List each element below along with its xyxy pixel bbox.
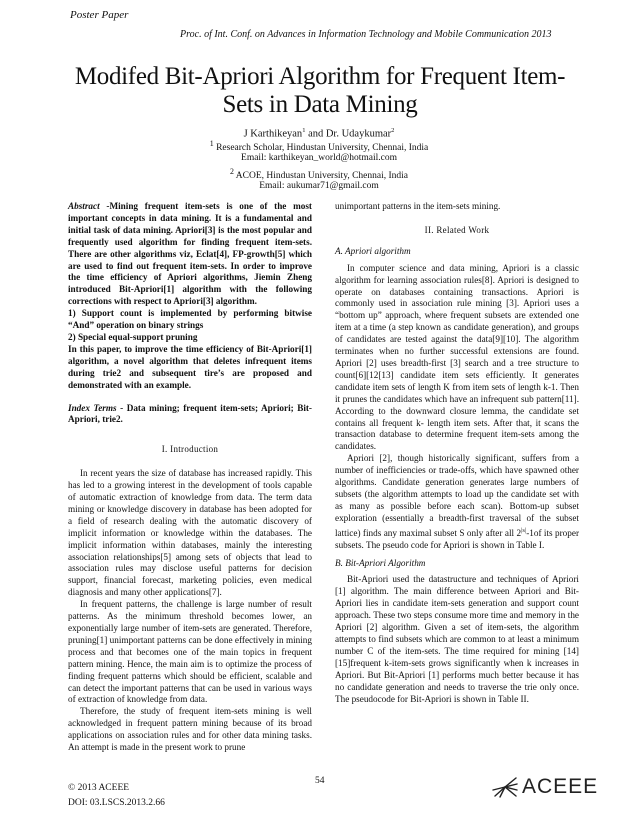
abstract-label: Abstract <box>68 201 100 211</box>
superscript-s: |s| <box>521 526 527 534</box>
author-1-sup: 1 <box>302 127 306 134</box>
affiliation-1-email <box>0 151 638 165</box>
apriori-paragraph-1: In computer science and data mining, Apriori is a classic algorithm for learning association rules[8]. Apriori is designed to operate on databases containing transactions. Apriori is commonly used in association rule mining [3]. Apriori uses a “bottom up” approach, where frequent subsets are extended one item at a time (a step known as candidate generation), and groups of candidates are tested against the data[9][10]. The algorithm terminates when no further successful extensions are found. Apriori [2] uses breadth-first [3] search and a tree structure to count[6][12[13] candidate item sets efficiently. It generates candidate item sets of length K from item sets of length k-1. Then it prunes the candidates which have an infrequent sub pattern[11]. According to the downward closure lemma, the candidate set contains all frequent k- length item sets. After that, it scans the transaction database to determine frequent item-sets among the candidates. <box>335 262 579 452</box>
section-heading-introduction: I. Introduction <box>161 444 219 455</box>
logo-text: ACEEE <box>522 775 599 798</box>
abstract-text: -Mining frequent item-sets is one of the most important concepts in data mining. It is a fundamental and initial task of data mining. Apriori[3] is the most popular and frequently used algorithm for finding frequent item-sets. There are other algorithms viz, Eclat[4], FP-growth[5] which are used to find out frequent item-sets. In order to improve the time efficiency of Apriori algorithms, Jiemin Zheng introduced Bit-Apriori[1] algorithm with the following corrections with respect to Apriori[3] algorithm. <box>68 201 312 307</box>
paper-title <box>40 63 600 119</box>
continued-text: unimportant patterns in the item-sets mining. <box>335 201 501 211</box>
apriori-p2-text: Apriori [2], though historically significant, suffers from a number of inefficiencies or trade-offs, which have spawned other algorithms. Candidate generation generates large numbers of subsets (the algorithm attempts to load up the candidate set with as many as possible before each scan). Bottom-up subset exploration (essentially a breadth-first traversal of the subset lattice) finds any maximal subset S only after all 2 <box>335 453 579 538</box>
apriori-paragraph-2 <box>335 453 579 551</box>
abstract-closing: In this paper, to improve the time efficiency of Bit-Apriori[1] algorithm, a novel algorithm that deletes infrequent items during trie2 and subsequent tire’s are proposed and demonstrated with an example. <box>68 343 312 390</box>
copyright: © 2013 ACEEE <box>68 783 130 793</box>
apriori-p2-end: -1of its proper subsets. The pseudo code for Apriori is shown in Table I. <box>335 527 580 550</box>
abstract-point-2: 2) Special equal-support pruning <box>68 331 198 342</box>
starburst-logo-icon <box>492 776 518 798</box>
keywords-label: Index Terms <box>68 402 117 413</box>
author-2-sup: 2 <box>391 127 395 134</box>
left-column <box>68 201 312 754</box>
intro-paragraph-3: Therefore, the study of frequent item-sets mining is well acknowledged in frequent pattern mining because of its broad applications on association rules and for other data mining tasks. An attempt is made in the present work to prune <box>68 706 312 753</box>
affiliation-2-sup: 2 <box>229 167 234 176</box>
intro-paragraph-2: In frequent patterns, the challenge is large number of result patterns. As the minimum threshold becomes lower, an exponentially large number of item-sets are generated. Therefore, pruning[1] unimportant patterns can be done effectively in mining process and that becomes one of the main topics in frequent pattern mining. Hence, the main aim is to optimize the process of finding frequent patterns which should be efficient, scalable and can detect the important patterns that can be used in various ways of extraction of knowledge from data. <box>68 599 312 705</box>
affiliation-2-email <box>0 179 638 193</box>
aceee-logo <box>492 775 598 799</box>
section-heading-related-work: II. Related Work <box>424 224 490 235</box>
title-line-1: Modifed Bit-Apriori Algorithm for Frequent Item- <box>74 63 566 90</box>
affiliation-1-sup: 1 <box>209 139 214 148</box>
page-number: 54 <box>315 776 325 786</box>
affiliation-1-text: Research Scholar, Hindustan University, Chennai, India <box>216 143 429 154</box>
footer-left <box>68 781 165 811</box>
affiliation-2-text: ACOE, Hindustan University, Chennai, India <box>235 171 409 182</box>
author-1: J Karthikeyan <box>243 128 303 140</box>
intro-paragraph-1: In recent years the size of database has increased rapidly. This has led to a growing interest in the development of tools capable of automatic extraction of knowledge from data. The term data mining or knowledge discovery in database has been adopted for a field of research dealing with the automatic discovery of implicit information or knowledge within the databases. The implicit information within databases, mainly the interesting association relationships[5] among sets of objects that lead to association rules may disclose useful patterns for decision support, financial forecast, marketing policies, even medical diagnosis and many other applications[7]. <box>68 468 312 598</box>
subsection-apriori: A. Apriori algorithm <box>335 245 411 256</box>
abstract-point-1: 1) Support count is implemented by performing bitwise “And” operation on binary strings <box>68 308 312 331</box>
subsection-bit-apriori: B. Bit-Apriori Algorithm <box>335 557 426 568</box>
title-line-2: Sets in Data Mining <box>222 91 418 118</box>
doi: DOI: 03.LSCS.2013.2.66 <box>68 798 165 808</box>
email-2: Email: aukumar71@gmail.com <box>259 181 379 191</box>
poster-paper-label: Poster Paper <box>70 9 129 21</box>
keywords-text: - Data mining; frequent item-sets; Apriori; Bit-Apriori, trie2. <box>68 402 312 425</box>
keywords <box>68 403 312 427</box>
bit-apriori-paragraph: Bit-Apriori used the datastructure and techniques of Apriori [1] algorithm. The main difference between Apriori and Bit-Apriori lies in candidate item-sets generation and support count approach. These two steps consume more time and memory in the Apriori [2] algorithm. Given a set of item-sets, the algorithm attempts to find subsets which are common to at least a minimum number C of the item-sets. The time required for mining [14][15]frequent k-item-sets grows significantly when k increases in Apriori. But Bit-Apriori [1] performs much better because it has no candidate generation and needs to traverse the trie only once. The pseudocode for Bit-Apriori is shown in Table II. <box>335 574 579 704</box>
proceedings-header: Proc. of Int. Conf. on Advances in Information Technology and Mobile Communication 2013 <box>180 29 552 40</box>
email-1: Email: karthikeyan_world@hotmail.com <box>241 153 397 163</box>
author-2: and Dr. Udaykumar <box>305 128 392 140</box>
abstract <box>68 201 312 308</box>
right-column <box>335 201 579 705</box>
